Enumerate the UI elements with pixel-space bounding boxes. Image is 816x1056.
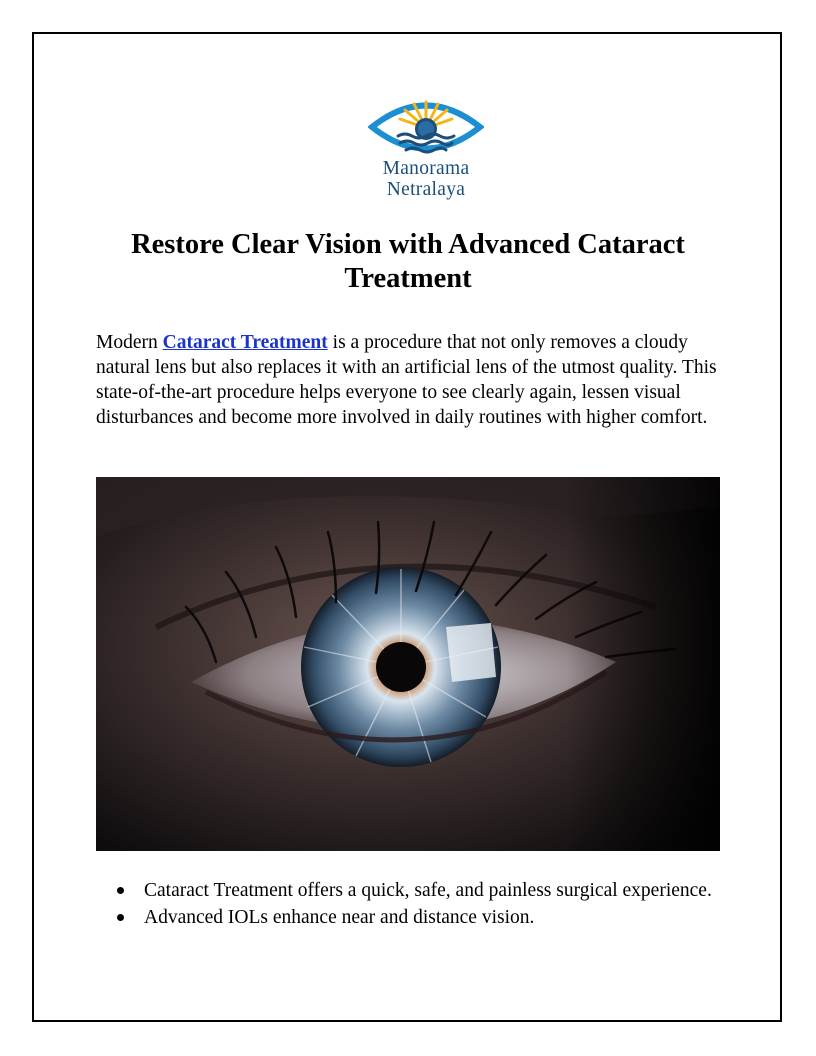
bullet-icon bbox=[117, 914, 124, 921]
list-item-text: Advanced IOLs enhance near and distance vision. bbox=[144, 907, 535, 928]
intro-suffix: is a procedure that not only removes a cloudy natural lens but also replaces it with an artificial lens of the utmost quality. This state-of-the-art procedure helps everyone to see clearly again, lessen visual disturbances and become more involved in daily routines with higher comfort. bbox=[96, 332, 717, 428]
eye-sun-logo-icon bbox=[368, 94, 484, 160]
list-item-text: Cataract Treatment offers a quick, safe, and painless surgical experience. bbox=[144, 880, 712, 901]
cataract-treatment-link[interactable]: Cataract Treatment bbox=[162, 332, 328, 353]
intro-paragraph bbox=[96, 330, 720, 430]
brand-name-line1: Manorama bbox=[382, 158, 470, 179]
brand-logo bbox=[362, 94, 490, 210]
page-title: Restore Clear Vision with Advanced Cataract Treatment bbox=[131, 229, 685, 294]
eye-hero-image bbox=[96, 477, 720, 851]
intro-prefix: Modern bbox=[96, 332, 163, 353]
bullet-icon bbox=[117, 887, 124, 894]
brand-name-line2: Netralaya bbox=[386, 179, 466, 200]
list-item bbox=[96, 905, 720, 930]
list-item bbox=[96, 878, 720, 903]
eye-photo-illustration bbox=[96, 477, 720, 851]
benefits-list bbox=[96, 878, 720, 932]
